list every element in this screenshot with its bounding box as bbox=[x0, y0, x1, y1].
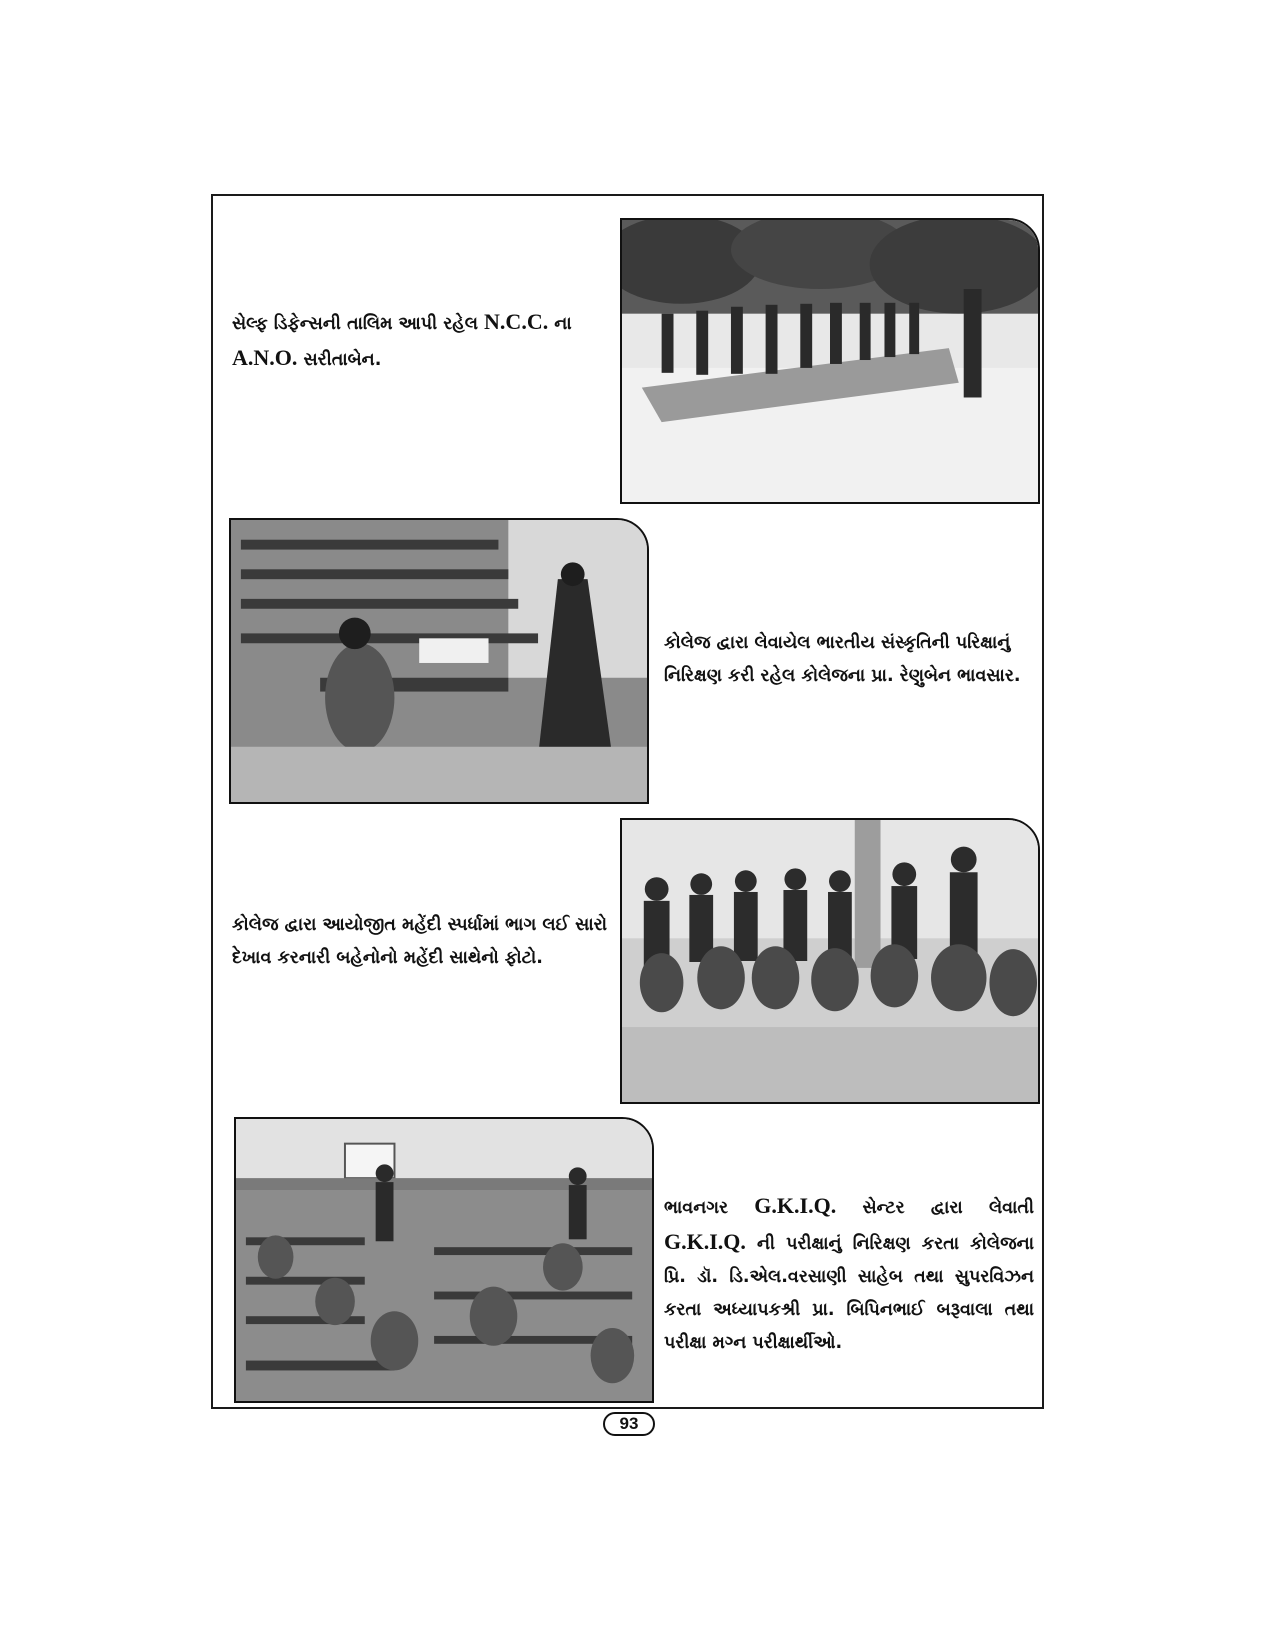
photo-gkiq-exam bbox=[234, 1117, 654, 1403]
caption-1-text-c: ના bbox=[548, 314, 572, 334]
caption-4-gkiq-1: G.K.I.Q. bbox=[754, 1193, 837, 1218]
caption-2-line-1: કોલેજ દ્વારા લેવાયેલ ભારતીય સંસ્કૃતિની પરિક્ષાનું bbox=[664, 633, 1011, 653]
caption-4-text-e: ની પરીક્ષાનું નિરિક્ષણ કરતા કોલેજના પ્રિ. ડૉ. ડિ.એલ.વરસાણી સાહેબ તથા સુપરવિઝન કરતા અધ્યાપકશ્રી પ્રા. બિપિનભાઈ બરૂવાલા તથા પરીક્ષા મગ્ન પરીક્ષાર્થીઓ. bbox=[664, 1234, 1034, 1353]
caption-3-line-1: કોલેજ દ્વારા આયોજીત મહેંદી સ્પર્ધામાં ભાગ લઈ સારો bbox=[232, 915, 608, 935]
caption-1-ano: A.N.O. bbox=[232, 345, 298, 370]
caption-4-text-a: ભાવનગર bbox=[664, 1198, 755, 1218]
caption-mehndi bbox=[232, 909, 612, 975]
caption-3-line-2: દેખાવ કરનારી બહેનોનો મહેંદી સાથેનો ફોટો. bbox=[232, 948, 543, 968]
caption-1-ncc: N.C.C. bbox=[484, 309, 549, 334]
caption-gkiq bbox=[664, 1189, 1034, 1360]
caption-1-text-a: સેલ્ફ ડિફેન્સની તાલિમ આપી રહેલ bbox=[232, 314, 485, 334]
caption-4-gkiq-2: G.K.I.Q. bbox=[664, 1229, 746, 1254]
caption-4-text-c: સેન્ટર દ્વારા લેવાતી bbox=[836, 1198, 1034, 1218]
caption-culture-exam bbox=[664, 627, 1059, 693]
caption-1-name: સરીતાબેન. bbox=[297, 350, 382, 370]
photo-culture-exam-inspection bbox=[229, 518, 649, 804]
photo-self-defence-training bbox=[620, 218, 1040, 504]
caption-self-defence bbox=[232, 305, 612, 377]
photo-mehndi-competition bbox=[620, 818, 1040, 1104]
page-number: 93 bbox=[603, 1412, 655, 1436]
caption-2-line-2: નિરિક્ષણ કરી રહેલ કોલેજના પ્રા. રેણુબેન ભાવસાર. bbox=[664, 666, 1021, 686]
